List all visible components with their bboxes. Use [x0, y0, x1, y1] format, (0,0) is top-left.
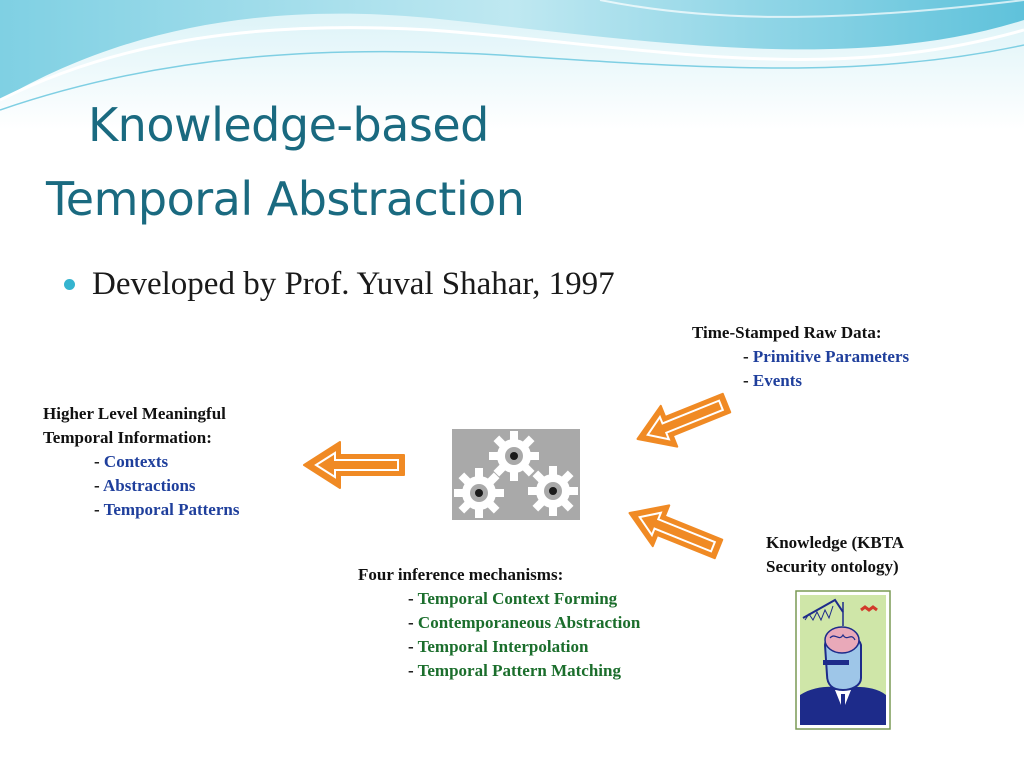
raw-data-heading: Time-Stamped Raw Data: [692, 323, 882, 342]
bullet-item [64, 266, 615, 303]
mechanism-item: - Temporal Pattern Matching [408, 661, 621, 680]
gears-icon [452, 429, 580, 520]
output-block [43, 402, 239, 522]
output-item: - Contexts [94, 452, 169, 471]
knowledge-block [766, 531, 904, 579]
arrow-icon [620, 498, 728, 564]
slide-title-line2: Temporal Abstraction [46, 172, 525, 226]
thinking-head-icon [795, 590, 891, 730]
mechanism-item: - Temporal Context Forming [408, 589, 618, 608]
arrow-icon [628, 390, 736, 452]
mechanism-item: - Temporal Interpolation [408, 637, 589, 656]
bullet-dot-icon [64, 279, 75, 290]
raw-data-block [692, 321, 909, 393]
knowledge-line2: Security ontology) [766, 557, 899, 576]
mechanisms-block [358, 563, 640, 683]
raw-data-item: - Primitive Parameters [743, 347, 910, 366]
mechanism-item: - Contemporaneous Abstraction [408, 613, 641, 632]
output-heading-line1: Higher Level Meaningful [43, 404, 226, 423]
slide-title-line1: Knowledge-based [88, 98, 489, 152]
arrow-icon [300, 436, 408, 494]
output-item: - Temporal Patterns [94, 500, 240, 519]
bullet-text: Developed by Prof. Yuval Shahar, 1997 [92, 266, 615, 302]
mechanisms-heading: Four inference mechanisms: [358, 565, 564, 584]
output-item: - Abstractions [94, 476, 196, 495]
knowledge-line1: Knowledge (KBTA [766, 533, 905, 552]
output-heading-line2: Temporal Information: [43, 428, 212, 447]
raw-data-item: - Events [743, 371, 803, 390]
